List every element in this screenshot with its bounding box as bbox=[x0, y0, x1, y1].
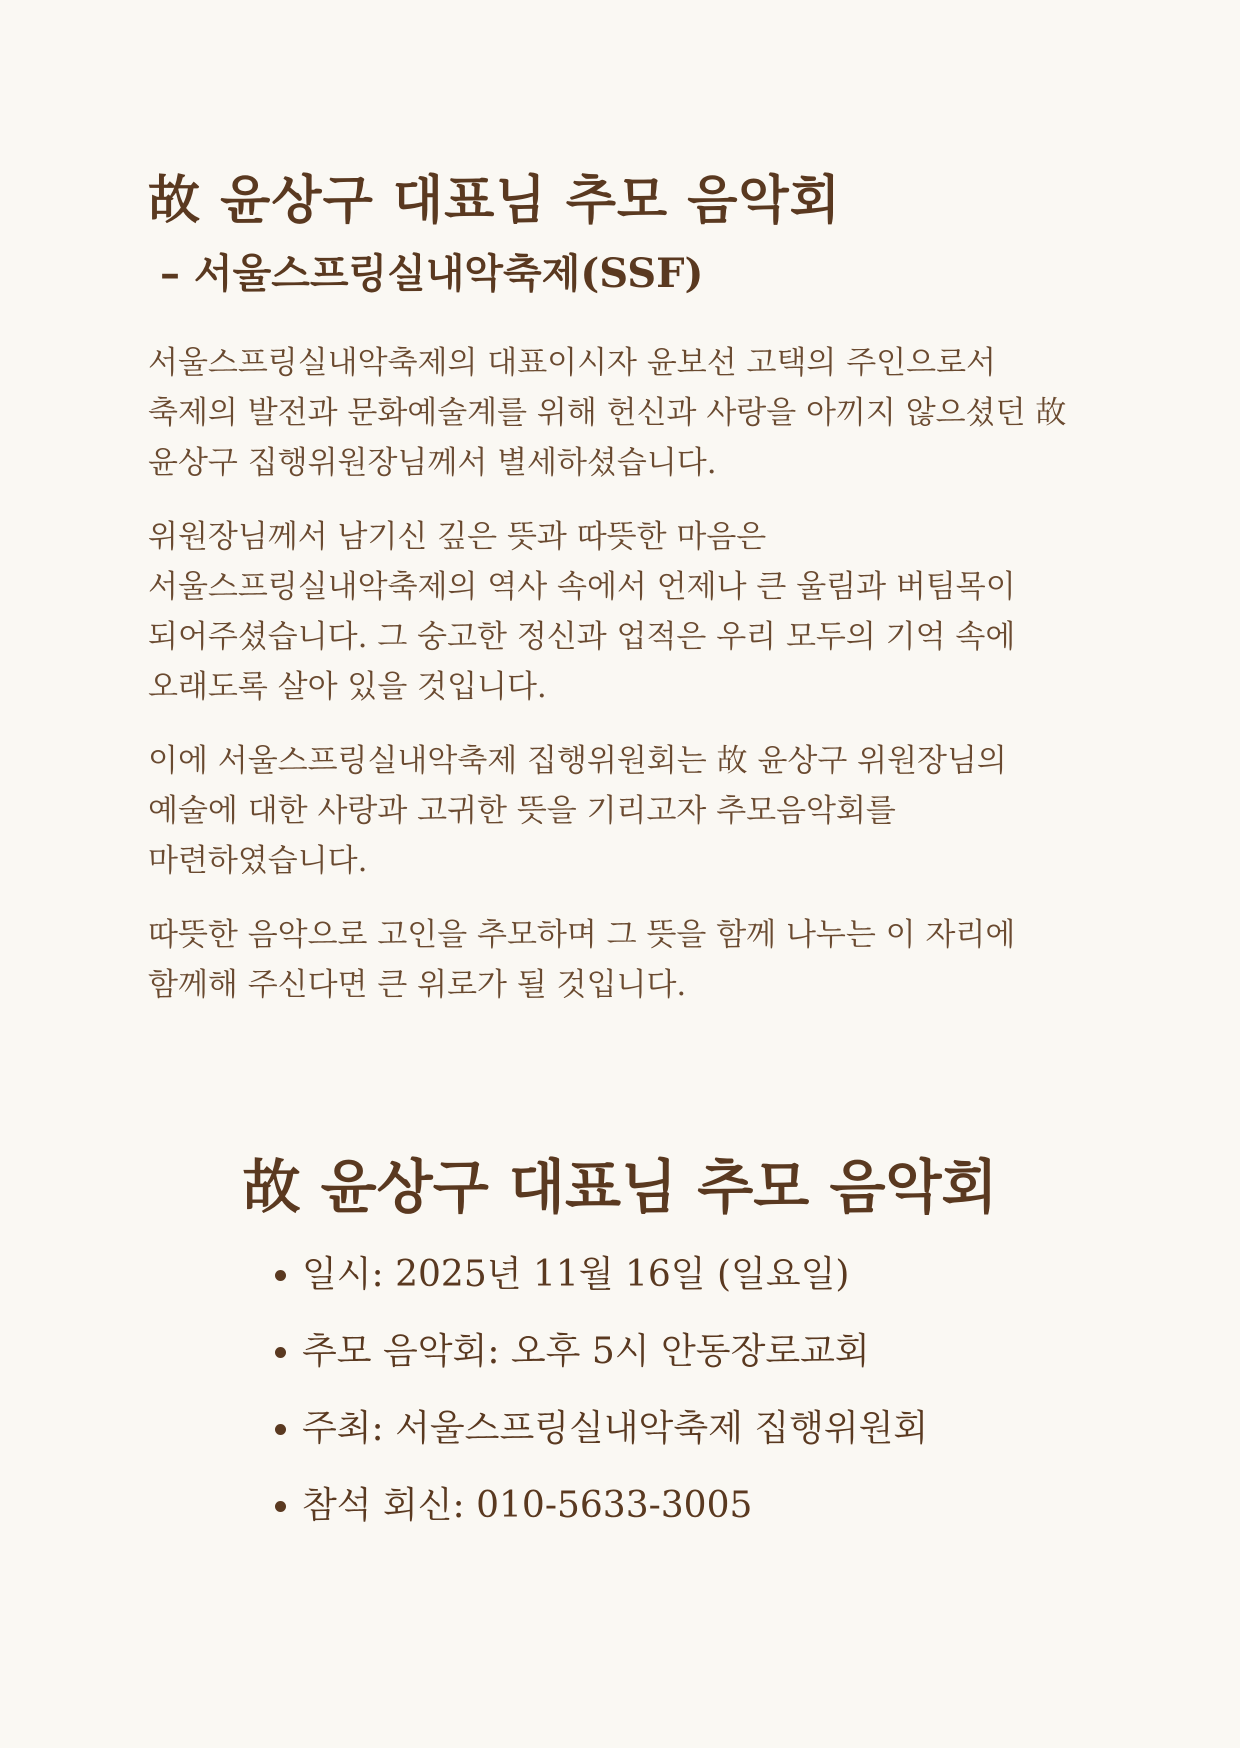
announcement-body bbox=[148, 338, 1088, 1034]
event-detail-text: 참석 회신: 010-5633-3005 bbox=[302, 1485, 753, 1526]
event-detail-host bbox=[275, 1404, 928, 1454]
bullet-icon bbox=[275, 1347, 286, 1358]
announcement-paragraph: 이에 서울스프링실내악축제 집행위원회는 故 윤상구 위원장님의 예술에 대한 사랑과 고귀한 뜻을 기리고자 추모음악회를 마련하였습니다. bbox=[148, 743, 1007, 879]
announcement-paragraph: 위원장님께서 남기신 깊은 뜻과 따뜻한 마음은 서울스프링실내악축제의 역사 속에서 언제나 큰 울림과 버팀목이 되어주셨습니다. 그 숭고한 정신과 업적은 우리 모두의 기억 속에 오래도록 살아 있을 것입니다. bbox=[148, 519, 1016, 705]
bullet-icon bbox=[275, 1270, 286, 1281]
event-title: 故 윤상구 대표님 추모 음악회 bbox=[242, 1153, 998, 1221]
event-detail-text: 주최: 서울스프링실내악축제 집행위원회 bbox=[302, 1408, 929, 1449]
announcement-paragraph: 따뜻한 음악으로 고인을 추모하며 그 뜻을 함께 나누는 이 자리에 함께해 주신다면 큰 위로가 될 것입니다. bbox=[148, 917, 1016, 1003]
bullet-icon bbox=[275, 1424, 286, 1435]
event-detail-text: 추모 음악회: 오후 5시 안동장로교회 bbox=[302, 1331, 870, 1372]
event-detail-text: 일시: 2025년 11월 16일 (일요일) bbox=[302, 1254, 850, 1295]
event-detail-concert bbox=[275, 1327, 928, 1377]
event-detail-date bbox=[275, 1250, 928, 1300]
bullet-icon bbox=[275, 1501, 286, 1512]
announcement-paragraph: 서울스프링실내악축제의 대표이시자 윤보선 고택의 주인으로서 축제의 발전과 문화예술계를 위해 헌신과 사랑을 아끼지 않으셨던 故 윤상구 집행위원장님께서 별세하셨습니다. bbox=[148, 345, 1067, 481]
event-details-list bbox=[275, 1250, 928, 1558]
page-title: 故 윤상구 대표님 추모 음악회 bbox=[148, 170, 841, 231]
event-detail-rsvp bbox=[275, 1481, 928, 1531]
page-subtitle: – 서울스프링실내악축제(SSF) bbox=[160, 250, 704, 297]
